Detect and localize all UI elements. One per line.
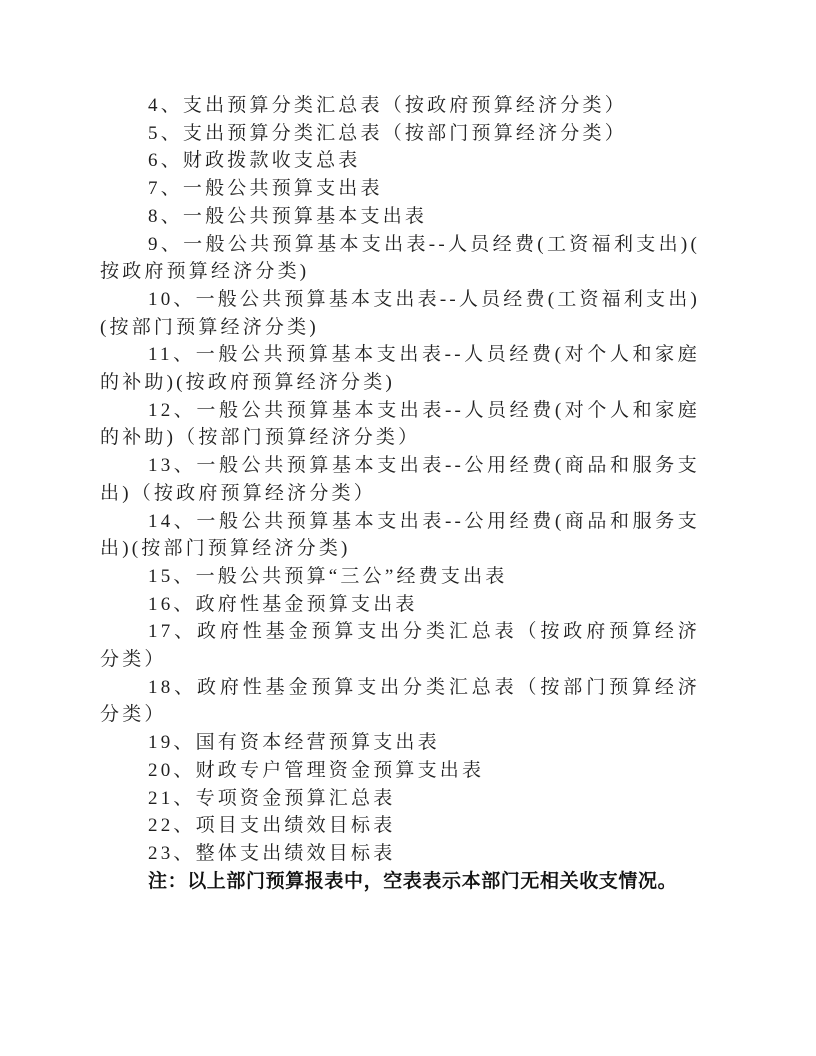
list-item: 20、财政专户管理资金预算支出表 [148,759,485,781]
list-item: 7、一般公共预算支出表 [148,178,383,200]
list-item: 19、国有资本经营预算支出表 [148,732,440,754]
list-item: 23、整体支出绩效目标表 [148,842,396,864]
list-item: 10、一般公共预算基本支出表--人员经费(工资福利支出)(按部门预算经济分类) [100,288,700,338]
list-item: 6、财政拨款收支总表 [148,150,361,172]
list-item: 4、支出预算分类汇总表（按政府预算经济分类） [148,95,627,116]
list-item: 21、专项资金预算汇总表 [148,787,396,809]
note-line: 注：以上部门预算报表中，空表表示本部门无相关收支情况。 [148,870,678,892]
list-item: 16、政府性基金预算支出表 [148,593,418,615]
list-item: 12、一般公共预算基本支出表--人员经费(对个人和家庭的补助)（按部门预算经济分类） [100,399,700,449]
list-item: 8、一般公共预算基本支出表 [148,205,428,227]
list-item: 15、一般公共预算“三公”经费支出表 [148,565,508,587]
list-item: 14、一般公共预算基本支出表--公用经费(商品和服务支出)(按部门预算经济分类) [100,510,700,560]
list-item: 13、一般公共预算基本支出表--公用经费(商品和服务支出)（按政府预算经济分类） [100,455,700,504]
list-item: 18、政府性基金预算支出分类汇总表（按部门预算经济分类） [100,676,700,726]
list-item: 17、政府性基金预算支出分类汇总表（按政府预算经济分类） [100,621,700,671]
list-item: 11、一般公共预算基本支出表--人员经费(对个人和家庭的补助)(按政府预算经济分类) [100,344,700,394]
list-item: 22、项目支出绩效目标表 [148,815,396,837]
list-item: 5、支出预算分类汇总表（按部门预算经济分类） [148,122,627,144]
budget-table-list [100,92,700,868]
list-item: 9、一般公共预算基本支出表--人员经费(工资福利支出)(按政府预算经济分类) [100,233,700,283]
